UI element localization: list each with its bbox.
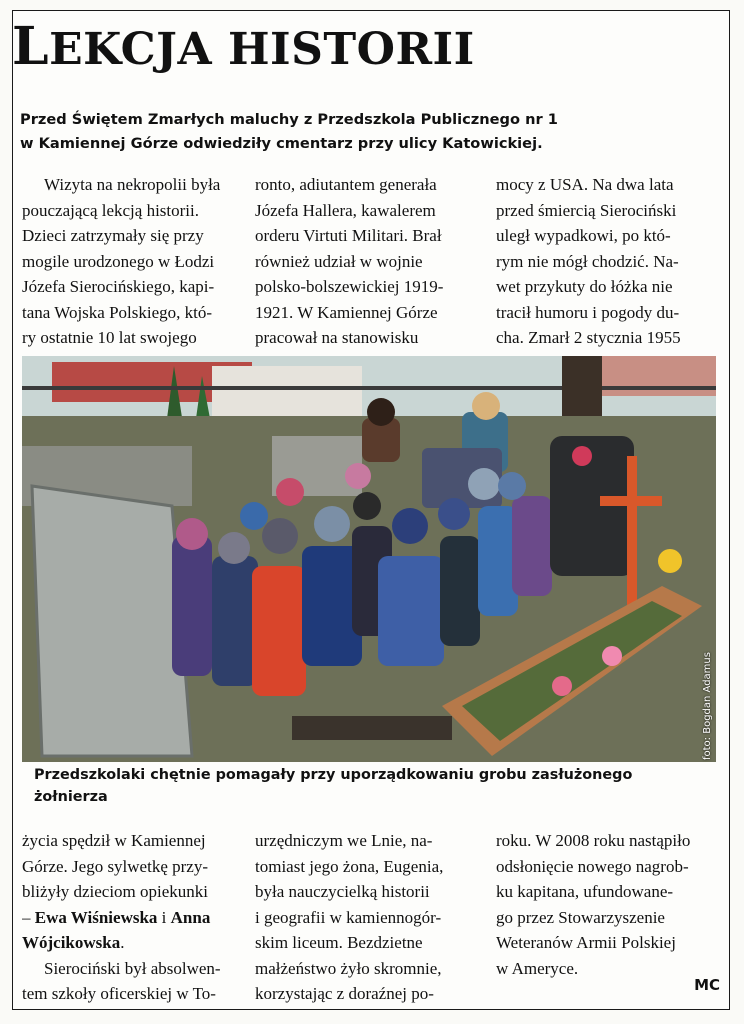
- text-line: mogile urodzonego w Łodzi: [22, 251, 215, 271]
- text-line: pracował na stanowisku: [255, 328, 419, 347]
- conjunction: i: [157, 907, 171, 927]
- caretaker-surname: Wójcikowska: [22, 933, 121, 952]
- caption-line: żołnierza: [34, 789, 108, 805]
- text-line: cha. Zmarł 2 stycznia 1955: [496, 328, 681, 347]
- text-line: Wizyta na nekropolii była: [44, 175, 221, 194]
- teacher-head: [472, 392, 500, 420]
- text-line: Józefa Sierocińskiego, kapi-: [22, 277, 215, 296]
- text-line: bliżyły dzieciom opiekunki: [22, 882, 209, 901]
- house: [212, 366, 362, 416]
- flower: [602, 646, 622, 666]
- top-column-3: [496, 172, 716, 351]
- text-line: życia spędził w Kamiennej: [22, 831, 206, 850]
- granite-headstone: [32, 486, 192, 756]
- cemetery-photo: [22, 356, 716, 762]
- bottom-column-3: [496, 828, 716, 981]
- text-line: i geografii w kamiennogór-: [255, 907, 442, 927]
- headline: [12, 16, 475, 77]
- flower: [572, 446, 592, 466]
- text-line: w Ameryce.: [496, 958, 579, 978]
- text-line: odsłonięcie nowego nagrob-: [496, 856, 689, 876]
- photo-credit: foto: Bogdan Adamus: [702, 652, 713, 760]
- wooden-plank: [292, 716, 452, 740]
- text-line: go przez Stowarzyszenie: [496, 907, 665, 927]
- text-line: tomiast jego żona, Eugenia,: [255, 856, 444, 876]
- lead-paragraph: [20, 108, 700, 156]
- flower: [658, 549, 682, 573]
- text-line: Weteranów Armii Polskiej: [496, 933, 676, 952]
- text-line: tracił humoru i pogody du-: [496, 302, 680, 322]
- top-column-1: [22, 172, 238, 351]
- lead-line: Przed Świętem Zmarłych maluchy z Przedszkola Publicznego nr 1: [20, 111, 558, 128]
- caretaker-name: Anna: [170, 907, 211, 927]
- text-line: 1921. W Kamiennej Górze: [255, 302, 438, 322]
- text-line: była nauczycielką historii: [255, 882, 430, 901]
- text-line: orderu Virtuti Militari. Brał: [255, 226, 442, 245]
- bottom-column-2: [255, 828, 475, 1007]
- text-line: [22, 905, 238, 931]
- text-line: również udział w wojnie: [255, 251, 423, 271]
- text-line: polsko-bolszewickiej 1919-: [255, 277, 444, 296]
- fence-rail: [22, 386, 716, 390]
- text-line: Sierociński był absolwen-: [44, 958, 221, 978]
- text-line: korzystając z doraźnej po-: [255, 984, 434, 1003]
- lead-line: w Kamiennej Górze odwiedziły cmentarz przy ulicy Katowickiej.: [20, 135, 543, 152]
- caretaker-name: Ewa Wiśniewska: [34, 907, 158, 927]
- photo-caption: [34, 764, 704, 808]
- text-line: przed śmiercią Sierociński: [496, 200, 677, 220]
- text-line: ry ostatnie 10 lat swojego: [22, 328, 197, 347]
- text-line: urzędniczym we Lnie, na-: [255, 831, 433, 850]
- orange-cross: [627, 456, 637, 606]
- orange-cross-arm: [600, 496, 662, 506]
- top-column-2: [255, 172, 475, 351]
- dash: –: [22, 907, 35, 927]
- bottom-column-1: [22, 828, 238, 1007]
- text-line: Górze. Jego sylwetkę przy-: [22, 856, 208, 876]
- text-line: Józefa Hallera, kawalerem: [255, 200, 436, 220]
- text-line: uległ wypadkowi, po któ-: [496, 226, 671, 245]
- text-line: roku. W 2008 roku nastąpiło: [496, 831, 691, 850]
- teacher-head: [367, 398, 395, 426]
- headline-rest: EKCJA HISTORII: [49, 24, 475, 75]
- flower: [552, 676, 572, 696]
- text-line: mocy z USA. Na dwa lata: [496, 175, 674, 194]
- author-signature: MC: [694, 976, 720, 994]
- text-line: skim liceum. Bezdzietne: [255, 933, 423, 952]
- caption-line: Przedszkolaki chętnie pomagały przy uporządkowaniu grobu zasłużonego: [34, 767, 633, 783]
- period: .: [120, 933, 125, 952]
- text-line: tem szkoły oficerskiej w To-: [22, 984, 216, 1003]
- text-line: wet przykuty do łóżka nie: [496, 277, 673, 296]
- text-line: pouczającą lekcją historii.: [22, 200, 199, 220]
- text-line: tana Wojska Polskiego, któ-: [22, 302, 213, 322]
- text-line: Dzieci zatrzymały się przy: [22, 226, 204, 245]
- text-line: małżeństwo żyło skromnie,: [255, 958, 442, 978]
- text-line: rym nie mógł chodzić. Na-: [496, 251, 679, 271]
- text-line: ronto, adiutantem generała: [255, 175, 437, 194]
- headline-initial: L: [12, 16, 50, 77]
- text-line: [22, 930, 238, 956]
- text-line: ku kapitana, ufundowane-: [496, 882, 674, 901]
